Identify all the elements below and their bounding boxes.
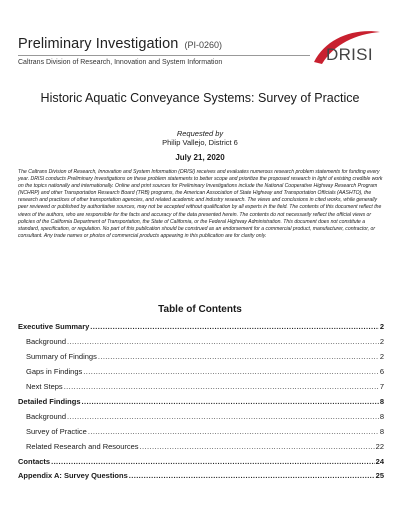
toc-entry-page: 2 (379, 352, 384, 361)
toc-entry[interactable] (18, 367, 384, 376)
toc-entry[interactable] (18, 471, 384, 480)
toc-entry-page: 24 (375, 457, 384, 466)
toc-entry[interactable] (18, 412, 384, 421)
toc-entry-page: 25 (375, 471, 384, 480)
toc-entry-label: Survey of Practice (26, 427, 87, 436)
toc-entry[interactable] (18, 352, 384, 361)
toc-entry-page: 8 (379, 397, 384, 406)
header-title: Preliminary Investigation (18, 36, 179, 52)
toc-entry[interactable] (18, 337, 384, 346)
toc-entry[interactable] (18, 457, 384, 466)
toc-entry-page: 6 (379, 367, 384, 376)
toc-entry[interactable] (18, 427, 384, 436)
toc-entry-label: Detailed Findings (18, 397, 81, 406)
toc-entry-label: Background (26, 412, 67, 421)
header-divider (18, 55, 310, 56)
toc-entry-label: Related Research and Resources (26, 442, 139, 451)
header-code: (PI-0260) (184, 40, 222, 50)
document-date: July 21, 2020 (175, 153, 225, 162)
toc-entry[interactable] (18, 322, 384, 331)
document-title: Historic Aquatic Conveyance Systems: Survey of Practice (40, 91, 360, 105)
toc-entry-page: 2 (379, 337, 384, 346)
toc-entry-label: Next Steps (26, 382, 63, 391)
requested-by-name: Philip Vallejo, District 6 (162, 138, 238, 147)
disclaimer-paragraph: The Caltrans Division of Research, Innovation and System Information (DRISI) receives and evaluates numerous research problem statements for funding every year. DRISI conducts Preliminary Investigations on these problem statements to better scope and prioritize the proposed research in light of existing credible work on the topics nationally and internationally. Online and print sources for Preliminary Investigations include the National Cooperative Highway Research Program (NCHRP) and other Transportation Research Board (TRB) programs, the American Association of State Highway and Transportation Officials (AASHTO), the research and practices of other transportation agencies, and related academic and industry research. The views and conclusions in cited works, while generally peer reviewed or published by authoritative sources, may not be accepted without qualification by all experts in the field. The contents of this document reflect the views of the authors, who are responsible for the facts and accuracy of the data presented herein. The contents do not necessarily reflect the official views or policies of the California Department of Transportation, the State of California, or the Federal Highway Administration. This document does not constitute a standard, specification, or regulation. No part of this publication should be construed as an endorsement for a commercial product, manufacturer, contractor, or consultant. Any trade names or photos of commercial products appearing in this publication are for clarity only. (18, 169, 383, 239)
toc-entry[interactable] (18, 397, 384, 406)
requested-by-label: Requested by (176, 129, 224, 138)
toc-title: Table of Contents (158, 304, 242, 315)
drisi-logo: DRISI (326, 45, 373, 64)
toc-entry-label: Appendix A: Survey Questions (18, 471, 128, 480)
toc-entry-page: 2 (379, 322, 384, 331)
toc-entry-label: Background (26, 337, 67, 346)
toc-entry-label: Executive Summary (18, 322, 90, 331)
toc-entry[interactable] (18, 382, 384, 391)
toc-entry[interactable] (18, 442, 384, 451)
document-header (18, 36, 310, 66)
toc-entry-label: Summary of Findings (26, 352, 97, 361)
toc-entry-label: Gaps in Findings (26, 367, 83, 376)
toc-entry-page: 22 (375, 442, 384, 451)
toc-entry-page: 7 (379, 382, 384, 391)
toc-entry-page: 8 (379, 427, 384, 436)
header-subtitle: Caltrans Division of Research, Innovation and System Information (18, 59, 223, 66)
toc-entry-label: Contacts (18, 457, 51, 466)
toc-entry-page: 8 (379, 412, 384, 421)
